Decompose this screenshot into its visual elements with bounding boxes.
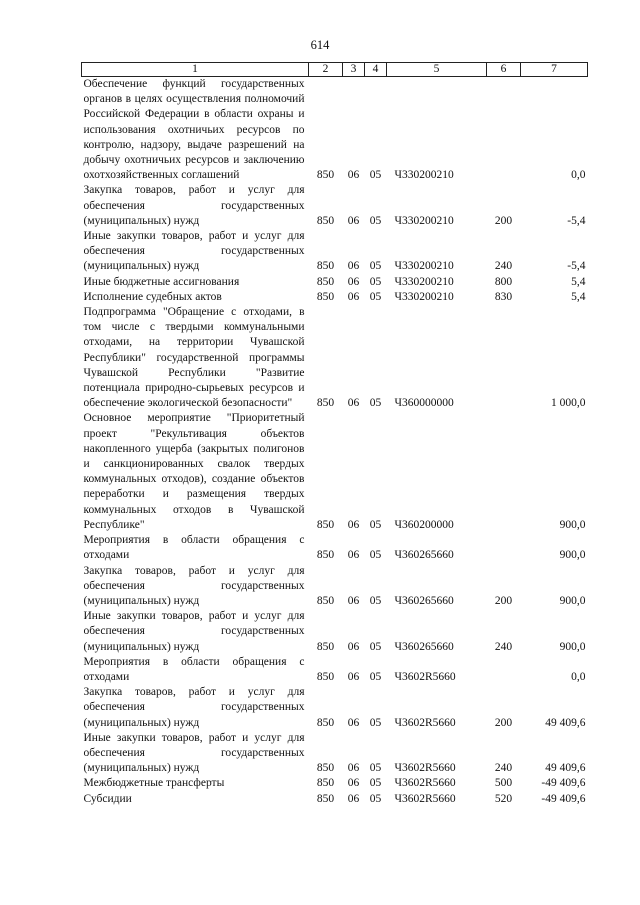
row-ministry-code: 850: [316, 594, 335, 607]
row-section-code: 06: [347, 549, 360, 562]
row-subsection-code: 05: [369, 549, 382, 562]
row-ministry-code: 850: [316, 214, 335, 227]
row-target-code: Ч330200210: [394, 275, 454, 288]
row-expense-type: [487, 655, 521, 685]
table-row: [82, 655, 588, 685]
table-row: [82, 776, 588, 791]
row-target-code: Ч330200210: [394, 290, 454, 303]
row-section-code: 06: [347, 640, 360, 653]
row-subsection-code: 05: [369, 777, 382, 790]
row-target-code: Ч330200210: [394, 214, 454, 227]
row-expense-type: 200: [494, 594, 513, 607]
table-row: [82, 77, 588, 184]
row-amount: -5,4: [567, 214, 586, 227]
row-ministry-code: 850: [316, 549, 335, 562]
row-expense-type: 520: [494, 792, 513, 805]
row-subsection-code: 05: [369, 640, 382, 653]
table-header-row: [82, 63, 588, 77]
column-header: 6: [487, 63, 521, 77]
row-amount: -49 409,6: [541, 777, 586, 790]
row-subsection-code: 05: [369, 260, 382, 273]
row-subsection-code: 05: [369, 290, 382, 303]
row-amount: 0,0: [571, 169, 586, 182]
row-subsection-code: 05: [369, 716, 382, 729]
row-section-code: 06: [347, 397, 360, 410]
table-row: [82, 275, 588, 290]
column-header: 3: [343, 63, 365, 77]
row-target-code: Ч3602R5660: [394, 716, 456, 729]
row-subsection-code: 05: [369, 594, 382, 607]
row-name: Мероприятия в области обращения с отходами: [83, 655, 305, 683]
row-name: Иные закупки товаров, работ и услуг для обеспечения государственных (муниципальных) нужд: [83, 610, 305, 653]
row-subsection-code: 05: [369, 762, 382, 775]
row-expense-type: 240: [494, 640, 513, 653]
row-amount: 49 409,6: [545, 716, 586, 729]
row-name: Основное мероприятие "Приоритетный проект "Рекультивация объектов накопленного ущерба (закрытых полигонов и санкционированных свалок твердых коммунальных отходов), создание объектов переработки и размещения твердых коммунальных отходов в Чувашской Республике": [83, 412, 305, 531]
row-subsection-code: 05: [369, 792, 382, 805]
row-target-code: Ч3602R5660: [394, 777, 456, 790]
row-section-code: 06: [347, 716, 360, 729]
row-amount: 5,4: [571, 290, 586, 303]
row-name: Закупка товаров, работ и услуг для обеспечения государственных (муниципальных) нужд: [83, 184, 305, 227]
row-ministry-code: 850: [316, 518, 335, 531]
table-row: [82, 533, 588, 563]
column-header: 1: [82, 63, 309, 77]
table-row: [82, 183, 588, 229]
row-section-code: 06: [347, 670, 360, 683]
row-expense-type: [487, 77, 521, 184]
table-row: [82, 731, 588, 777]
column-header: 5: [387, 63, 487, 77]
row-section-code: 06: [347, 214, 360, 227]
row-ministry-code: 850: [316, 762, 335, 775]
row-target-code: Ч3602R5660: [394, 670, 456, 683]
row-target-code: Ч3602R5660: [394, 792, 456, 805]
row-section-code: 06: [347, 518, 360, 531]
row-expense-type: 240: [494, 762, 513, 775]
table-row: [82, 564, 588, 610]
row-ministry-code: 850: [316, 169, 335, 182]
row-ministry-code: 850: [316, 260, 335, 273]
row-ministry-code: 850: [316, 290, 335, 303]
row-ministry-code: 850: [316, 397, 335, 410]
row-ministry-code: 850: [316, 275, 335, 288]
row-subsection-code: 05: [369, 275, 382, 288]
row-name: Закупка товаров, работ и услуг для обеспечения государственных (муниципальных) нужд: [83, 564, 305, 607]
row-amount: 1 000,0: [551, 397, 586, 410]
column-header: 7: [521, 63, 588, 77]
row-section-code: 06: [347, 594, 360, 607]
row-section-code: 06: [347, 762, 360, 775]
budget-table: [81, 62, 588, 807]
row-expense-type: 200: [494, 716, 513, 729]
row-name: Иные закупки товаров, работ и услуг для обеспечения государственных (муниципальных) нужд: [83, 230, 305, 273]
row-name: Исполнение судебных актов: [83, 290, 222, 303]
row-amount: 49 409,6: [545, 762, 586, 775]
row-target-code: Ч330200210: [394, 260, 454, 273]
row-section-code: 06: [347, 792, 360, 805]
row-section-code: 06: [347, 260, 360, 273]
page-number: 614: [310, 38, 330, 52]
row-amount: 5,4: [571, 275, 586, 288]
table-row: [82, 609, 588, 655]
row-expense-type: 500: [494, 777, 513, 790]
row-expense-type: 200: [494, 214, 513, 227]
table-body: [82, 77, 588, 807]
row-amount: 900,0: [559, 594, 586, 607]
row-expense-type: 830: [494, 290, 513, 303]
row-name: Подпрограмма "Обращение с отходами, в том числе с твердыми коммунальными отходами, на территории Чувашской Республики" государственной программы Чувашской Республики "Развитие потенциала природно-сырьевых ресурсов и обеспечение экологической безопасности": [83, 306, 305, 410]
row-amount: -49 409,6: [541, 792, 586, 805]
row-section-code: 06: [347, 169, 360, 182]
table-row: [82, 229, 588, 275]
row-ministry-code: 850: [316, 792, 335, 805]
column-header: 4: [365, 63, 387, 77]
row-target-code: Ч360000000: [394, 397, 454, 410]
row-subsection-code: 05: [369, 397, 382, 410]
row-amount: 900,0: [559, 549, 586, 562]
row-name: Иные закупки товаров, работ и услуг для обеспечения государственных (муниципальных) нужд: [83, 731, 305, 775]
row-name: Закупка товаров, работ и услуг для обеспечения государственных (муниципальных) нужд: [83, 686, 305, 729]
row-ministry-code: 850: [316, 640, 335, 653]
row-expense-type: [487, 411, 521, 533]
row-section-code: 06: [347, 275, 360, 288]
table-row: [82, 685, 588, 731]
row-amount: -5,4: [567, 260, 586, 273]
row-name: Межбюджетные трансферты: [83, 777, 225, 790]
row-name: Мероприятия в области обращения с отходами: [83, 534, 305, 562]
row-name: Обеспечение функций государственных органов в целях осуществления полномочий Российской Федерации в области охраны и использования охотничьих ресурсов по контролю, надзору, выдаче разрешений на добычу охотничьих ресурсов и заключению охотхозяйственных соглашений: [83, 78, 305, 182]
row-target-code: Ч360265660: [394, 640, 454, 653]
row-target-code: Ч360265660: [394, 549, 454, 562]
row-amount: 900,0: [559, 518, 586, 531]
row-ministry-code: 850: [316, 777, 335, 790]
table-row: [82, 305, 588, 411]
row-ministry-code: 850: [316, 670, 335, 683]
row-target-code: Ч3602R5660: [394, 762, 456, 775]
column-header: 2: [309, 63, 343, 77]
row-expense-type: 240: [494, 260, 513, 273]
row-target-code: Ч330200210: [394, 169, 454, 182]
row-name: Иные бюджетные ассигнования: [83, 275, 240, 288]
table-row: [82, 411, 588, 533]
row-section-code: 06: [347, 777, 360, 790]
row-ministry-code: 850: [316, 716, 335, 729]
row-subsection-code: 05: [369, 670, 382, 683]
row-name: Субсидии: [83, 792, 132, 805]
row-target-code: Ч360200000: [394, 518, 454, 531]
row-amount: 0,0: [571, 670, 586, 683]
row-section-code: 06: [347, 290, 360, 303]
row-amount: 900,0: [559, 640, 586, 653]
row-expense-type: [487, 305, 521, 411]
row-expense-type: [487, 533, 521, 563]
table-row: [82, 792, 588, 807]
row-subsection-code: 05: [369, 214, 382, 227]
table-row: [82, 290, 588, 305]
row-subsection-code: 05: [369, 169, 382, 182]
row-expense-type: 800: [494, 275, 513, 288]
row-subsection-code: 05: [369, 518, 382, 531]
row-target-code: Ч360265660: [394, 594, 454, 607]
